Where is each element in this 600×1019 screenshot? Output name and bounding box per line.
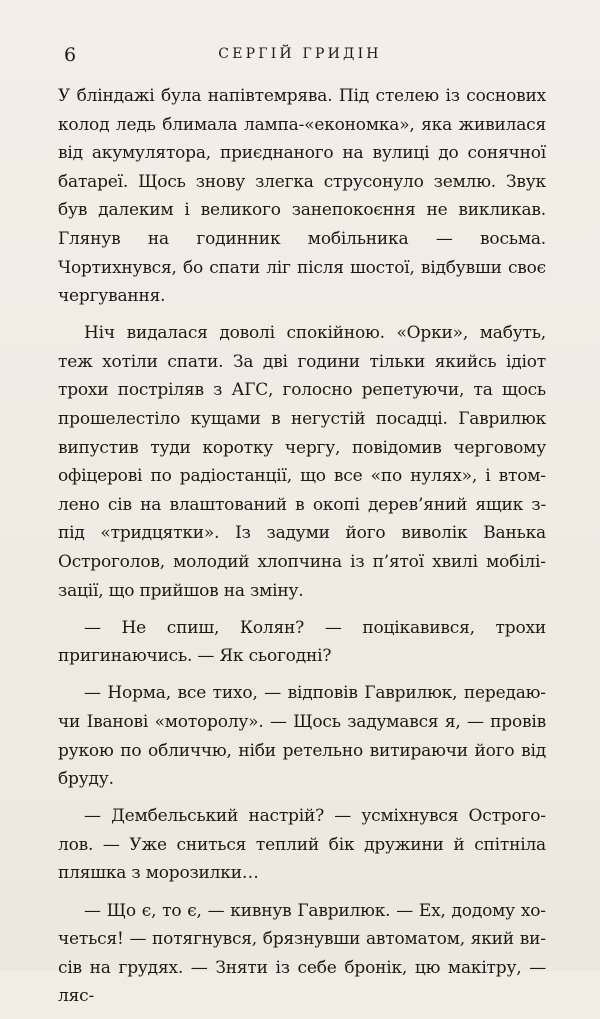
running-head-author: СЕРГІЙ ГРИДІН [218, 46, 382, 62]
page-number: 6 [64, 44, 77, 66]
paragraph-2: Ніч видалася доволі спокійною. «Орки», мабуть, теж хотіли спати. За дві години тільки якийсь ідіот трохи постріляв з АГС, голосно репетуючи, та щось прошелестіло кущами в негустій посадці. Гаврилюк випустив туди коротку чергу, повідомив черговому офіцерові по радіостанції, що все «по нулях», і втомлено сів на влаштований в окопі дерев’яний ящик з-під «тридцятки». Із задуми його виволік Ванька Остроголов, молодий хлопчина із п’ятої хвилі мобілізації, що прийшов на зміну. [58, 323, 546, 601]
body-text [58, 82, 546, 1019]
paragraph-4: — Норма, все тихо, — відповів Гаврилюк, передаючи Іванові «моторолу». — Щось задумався я, — провів рукою по обличчю, ніби ретельно витираючи його від бруду. [58, 683, 546, 790]
paragraph-3: — Не спиш, Колян? — поцікавився, трохи пригинаючись. — Як сьогодні? [58, 617, 546, 667]
paragraph-1: У бліндажі була напівтемрява. Під стелею із соснових колод ледь блимала лампа-«економка», яка живилася від акумулятора, приєднаного на вулиці до сонячної батареї. Щось знову злегка струсонуло землю. Звук був далеким і великого занепокоєння не викликав. Глянув на годинник мобільника — восьма. Чортихнувся, бо спати ліг після шостої, відбувши своє чергування. [58, 86, 546, 307]
paragraph-5: — Дембельський настрій? — усміхнувся Остроголов. — Уже сниться теплий бік дружини й спітніла пляшка з морозилки… [58, 806, 546, 884]
page-header [0, 44, 600, 70]
paragraph-6: — Що є, то є, — кивнув Гаврилюк. — Ех, додому хочеться! — потягнувся, брязнувши автоматом, який висів на грудях. — Зняти із себе бронік, цю макітру, — ляс- [58, 900, 546, 1007]
